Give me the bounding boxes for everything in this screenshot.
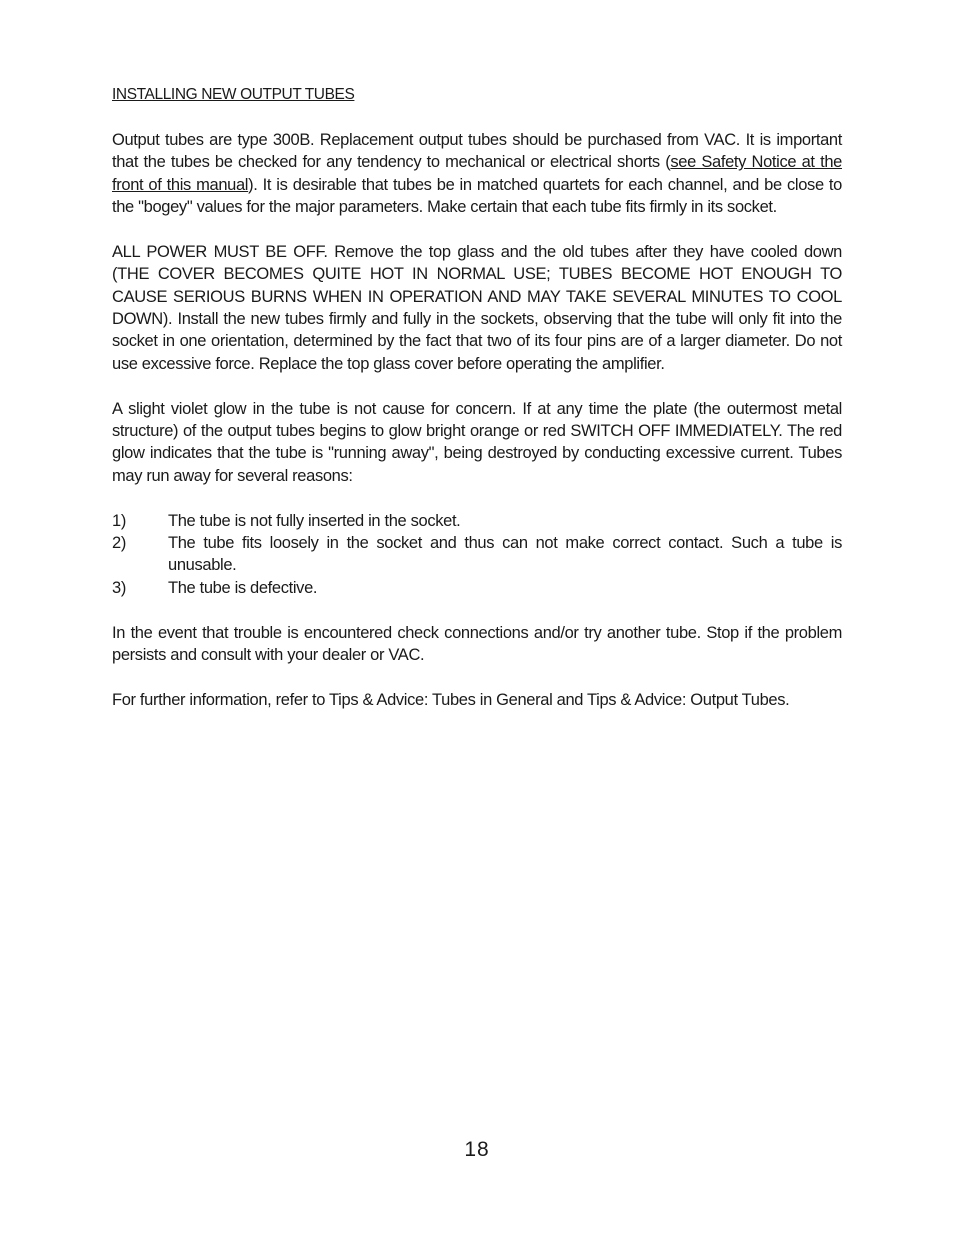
paragraph-1-text-before: Output tubes are type 300B. Replacement output tubes should be purchased from VAC. It is important that the tubes be checked for any tendency to mechanical or electrical shorts ( [112,130,842,172]
page-number: 18 [464,1138,490,1161]
list-item-number: 3) [112,578,126,597]
reasons-list [112,510,842,600]
paragraph-1-text-after: ). It is desirable that tubes be in matched quartets for each channel, and be close to the "bogey" values for the major parameters. Make certain that each tube fits firmly in its socket. [112,175,842,217]
paragraph-further-info: For further information, refer to Tips & Advice: Tubes in General and Tips & Advice: Output Tubes. [112,690,790,709]
list-item-number: 1) [112,511,126,530]
section-heading: INSTALLING NEW OUTPUT TUBES [112,86,355,103]
list-item [112,510,842,532]
list-item-number: 2) [112,534,126,553]
paragraph-troubleshooting: In the event that trouble is encountered check connections and/or try another tube. Stop if the problem persists and consult with your dealer or VAC. [112,623,842,665]
list-item [112,532,842,577]
paragraph-replacement-tubes [112,129,842,219]
list-item [112,577,842,599]
paragraph-power-off: ALL POWER MUST BE OFF. Remove the top glass and the old tubes after they have cooled down (THE COVER BECOMES QUITE HOT IN NORMAL USE; TUBES BECOME HOT ENOUGH TO CAUSE SERIOUS BURNS WHEN IN OPERATION AND MAY TAKE SEVERAL MINUTES TO COOL DOWN). Install the new tubes firmly and fully in the sockets, observing that the tube will only fit into the socket in one orientation, determined by the fact that two of its four pins are of a larger diameter. Do not use excessive force. Replace the top glass cover before operating the amplifier. [112,242,842,373]
safety-notice-link[interactable]: see Safety Notice at the front of this manual [112,153,842,194]
list-item-text: The tube is defective. [168,578,318,597]
list-item-text: The tube fits loosely in the socket and thus can not make correct contact. Such a tube is unusable. [168,534,842,575]
page-content [112,84,842,734]
list-item-text: The tube is not fully inserted in the socket. [168,511,461,530]
paragraph-glow-warning: A slight violet glow in the tube is not cause for concern. If at any time the plate (the outermost metal structure) of the output tubes begins to glow bright orange or red SWITCH OFF IMMEDIATELY. The red glow indicates that the tube is "running away", being destroyed by conducting excessive current. Tubes may run away for several reasons: [112,399,842,485]
